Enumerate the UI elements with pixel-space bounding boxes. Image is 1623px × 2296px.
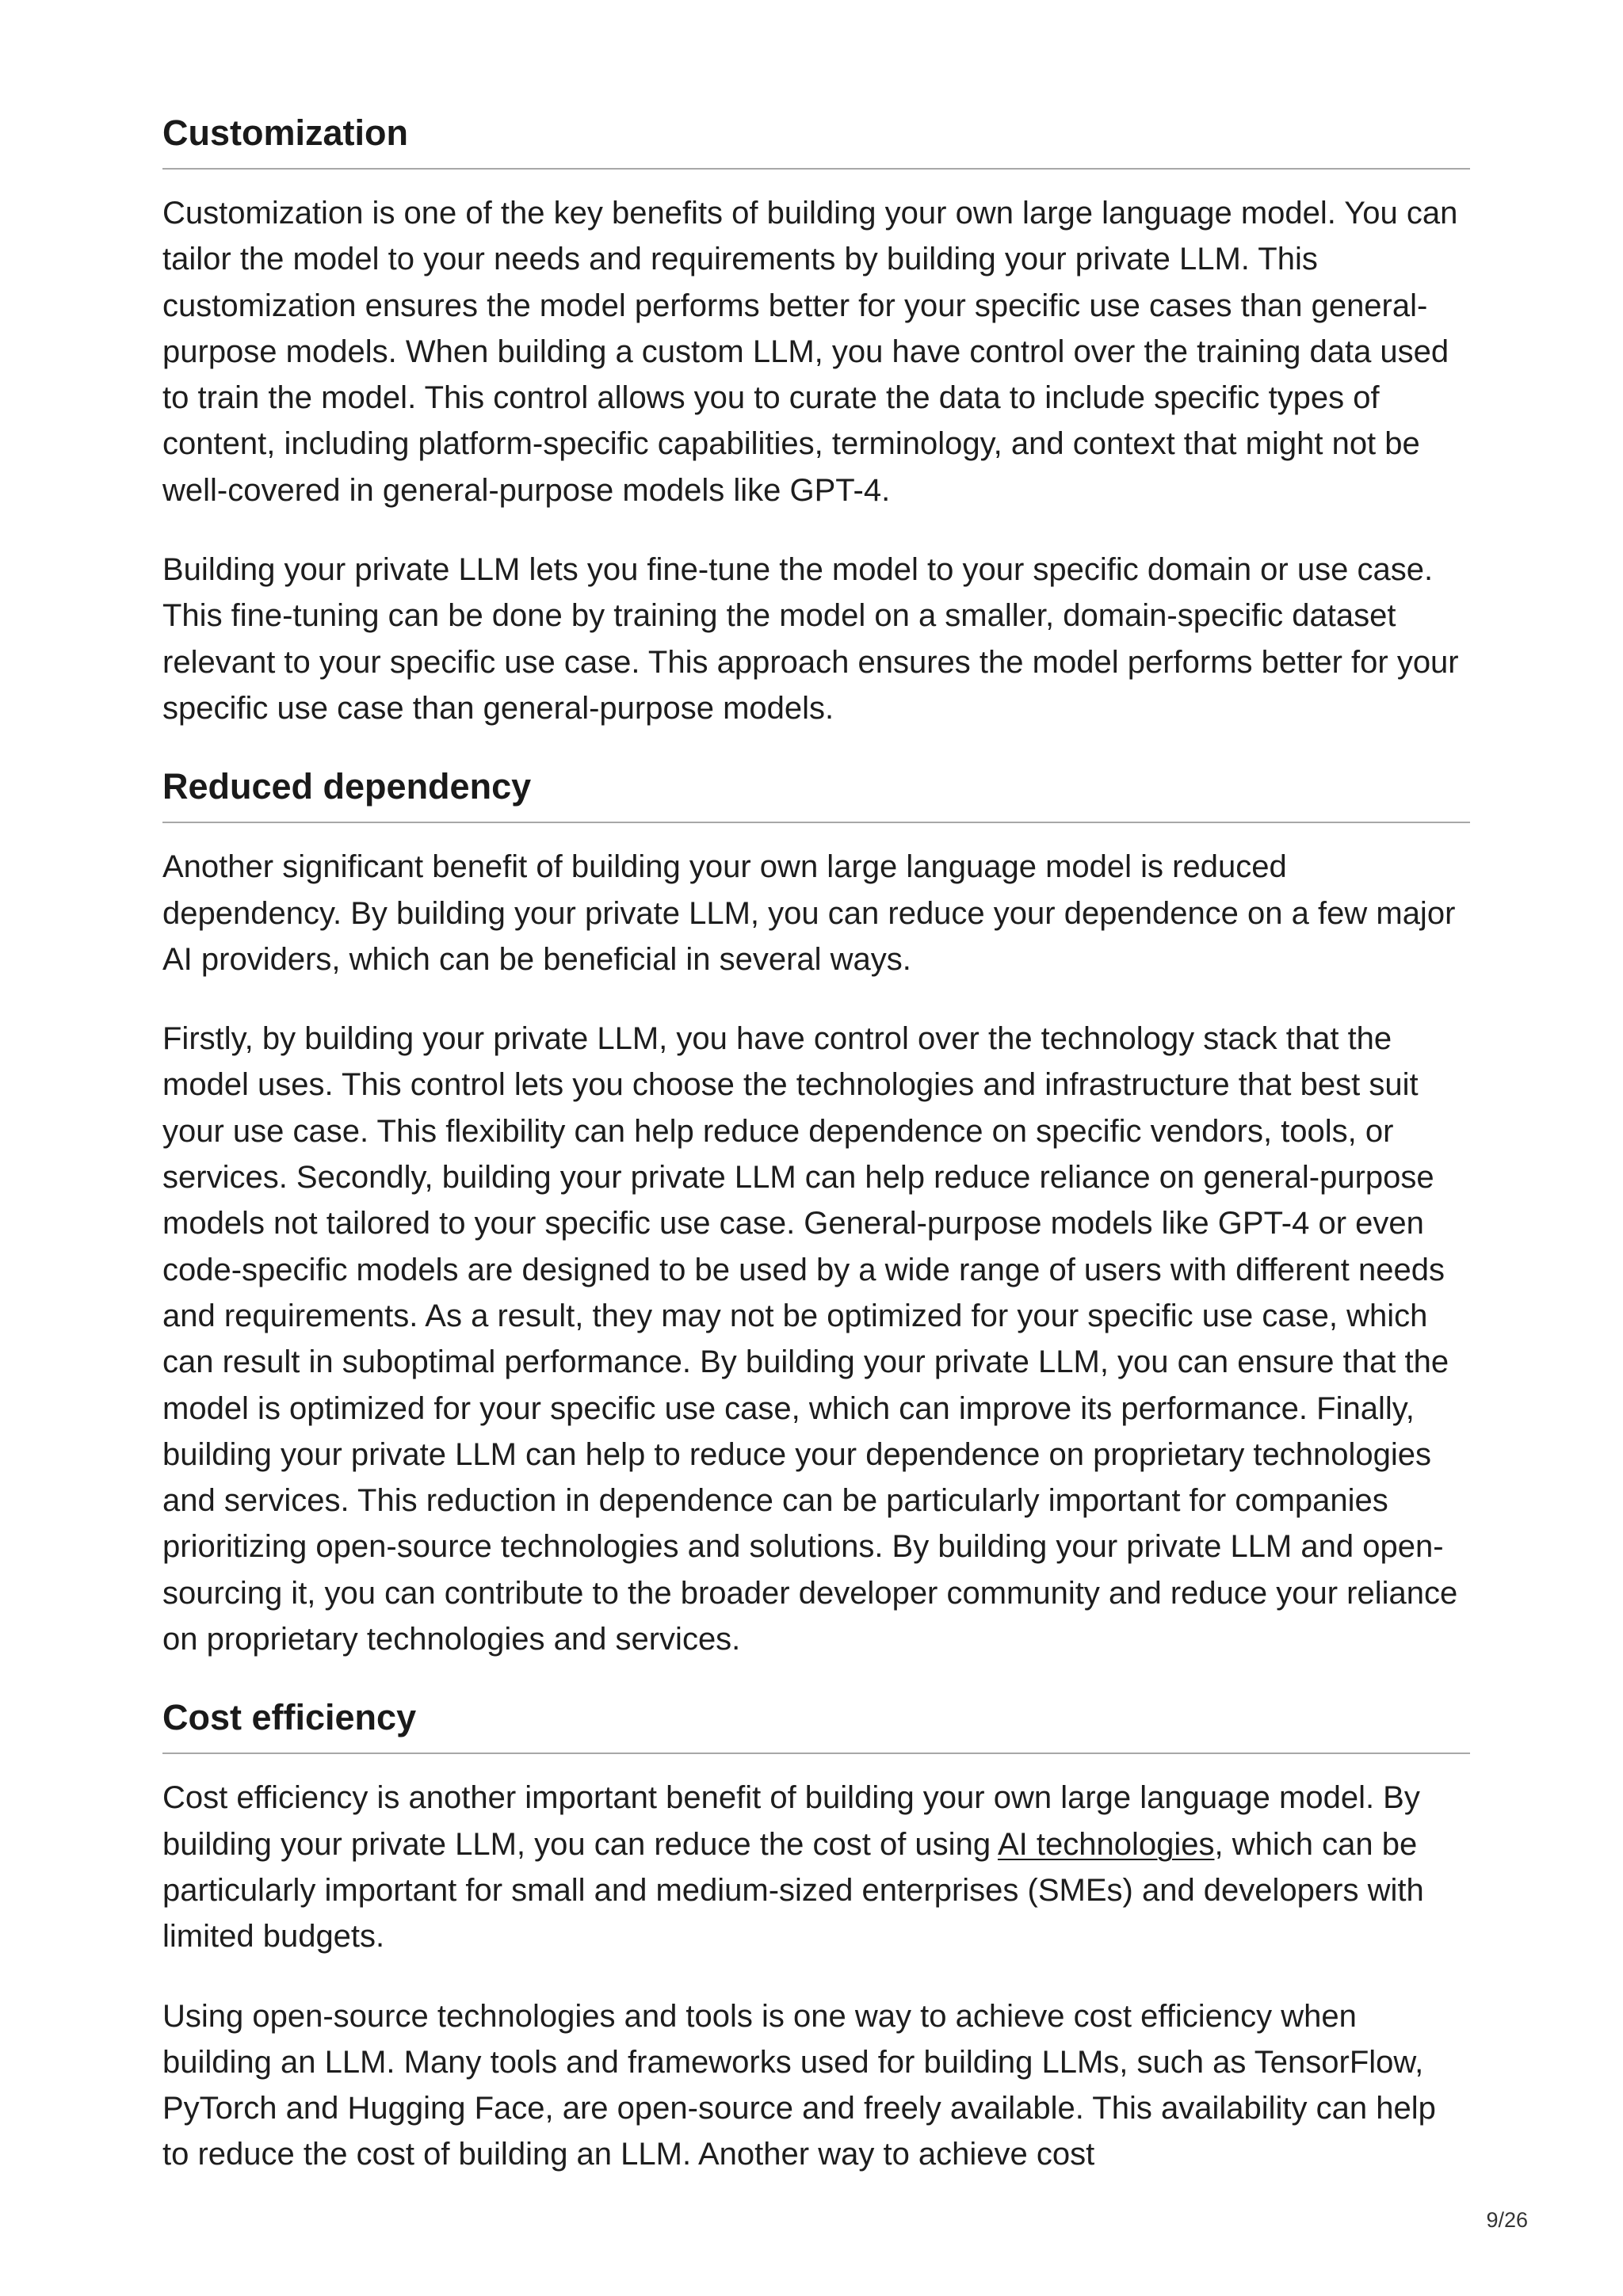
document-body — [162, 111, 1470, 2178]
heading-cost-efficiency: Cost efficiency — [162, 1695, 1470, 1754]
ai-technologies-link[interactable]: AI technologies — [997, 1826, 1215, 1862]
heading-reduced-dependency: Reduced dependency — [162, 765, 1470, 823]
reduced-dependency-paragraph-2: Firstly, by building your private LLM, you have control over the technology stack that the model uses. This control lets you choose the technologies and infrastructure that best suit your use case. This flexibility can help reduce dependence on specific vendors, tools, or services. Secondly, building your private LLM can help reduce reliance on general-purpose models not tailored to your specific use case. General-purpose models like GPT-4 or even code-specific models are designed to be used by a wide range of users with different needs and requirements. As a result, they may not be optimized for your specific use case, which can result in suboptimal performance. By building your private LLM, you can ensure that the model is optimized for your specific use case, which can improve its performance. Finally, building your private LLM can help to reduce your dependence on proprietary technologies and services. This reduction in dependence can be particularly important for companies prioritizing open-source technologies and solutions. By building your private LLM and open-sourcing it, you can contribute to the broader developer community and reduce your reliance on proprietary technologies and services. — [162, 1021, 1458, 1657]
customization-paragraph-2: Building your private LLM lets you fine-tune the model to your specific domain or use case. This fine-tuning can be done by training the model on a smaller, domain-specific dataset relevant to your specific use case. This approach ensures the model performs better for your specific use case than general-purpose models. — [162, 552, 1459, 726]
heading-customization: Customization — [162, 111, 1470, 170]
cost-efficiency-text-after-link: , which can be particularly important for small and medium-sized enterprises (SMEs) and developers with limited budgets. — [162, 1826, 1424, 1955]
page-number: 9/26 — [1486, 2208, 1528, 2232]
cost-efficiency-paragraph-1 — [162, 1775, 1470, 1959]
customization-paragraph-1: Customization is one of the key benefits of building your own large language model. You can tailor the model to your needs and requirements by building your private LLM. This customization ensures the model performs better for your specific use cases than general-purpose models. When building a custom LLM, you have control over the training data used to train the model. This control allows you to curate the data to include specific types of content, including platform-specific capabilities, terminology, and context that might not be well-covered in general-purpose models like GPT-4. — [162, 196, 1458, 508]
reduced-dependency-paragraph-1: Another significant benefit of building your own large language model is reduced dependency. By building your private LLM, you can reduce your dependence on a few major AI providers, which can be beneficial in several ways. — [162, 849, 1456, 977]
cost-efficiency-paragraph-2: Using open-source technologies and tools is one way to achieve cost efficiency when building an LLM. Many tools and frameworks used for building LLMs, such as TensorFlow, PyTorch and Hugging Face, are open-source and freely available. This availability can help to reduce the cost of building an LLM. Another way to achieve cost — [162, 1998, 1436, 2172]
cost-efficiency-text-before-link: Cost efficiency is another important benefit of building your own large language model. By building your private LLM, you can reduce the cost of using — [162, 1780, 1420, 1862]
